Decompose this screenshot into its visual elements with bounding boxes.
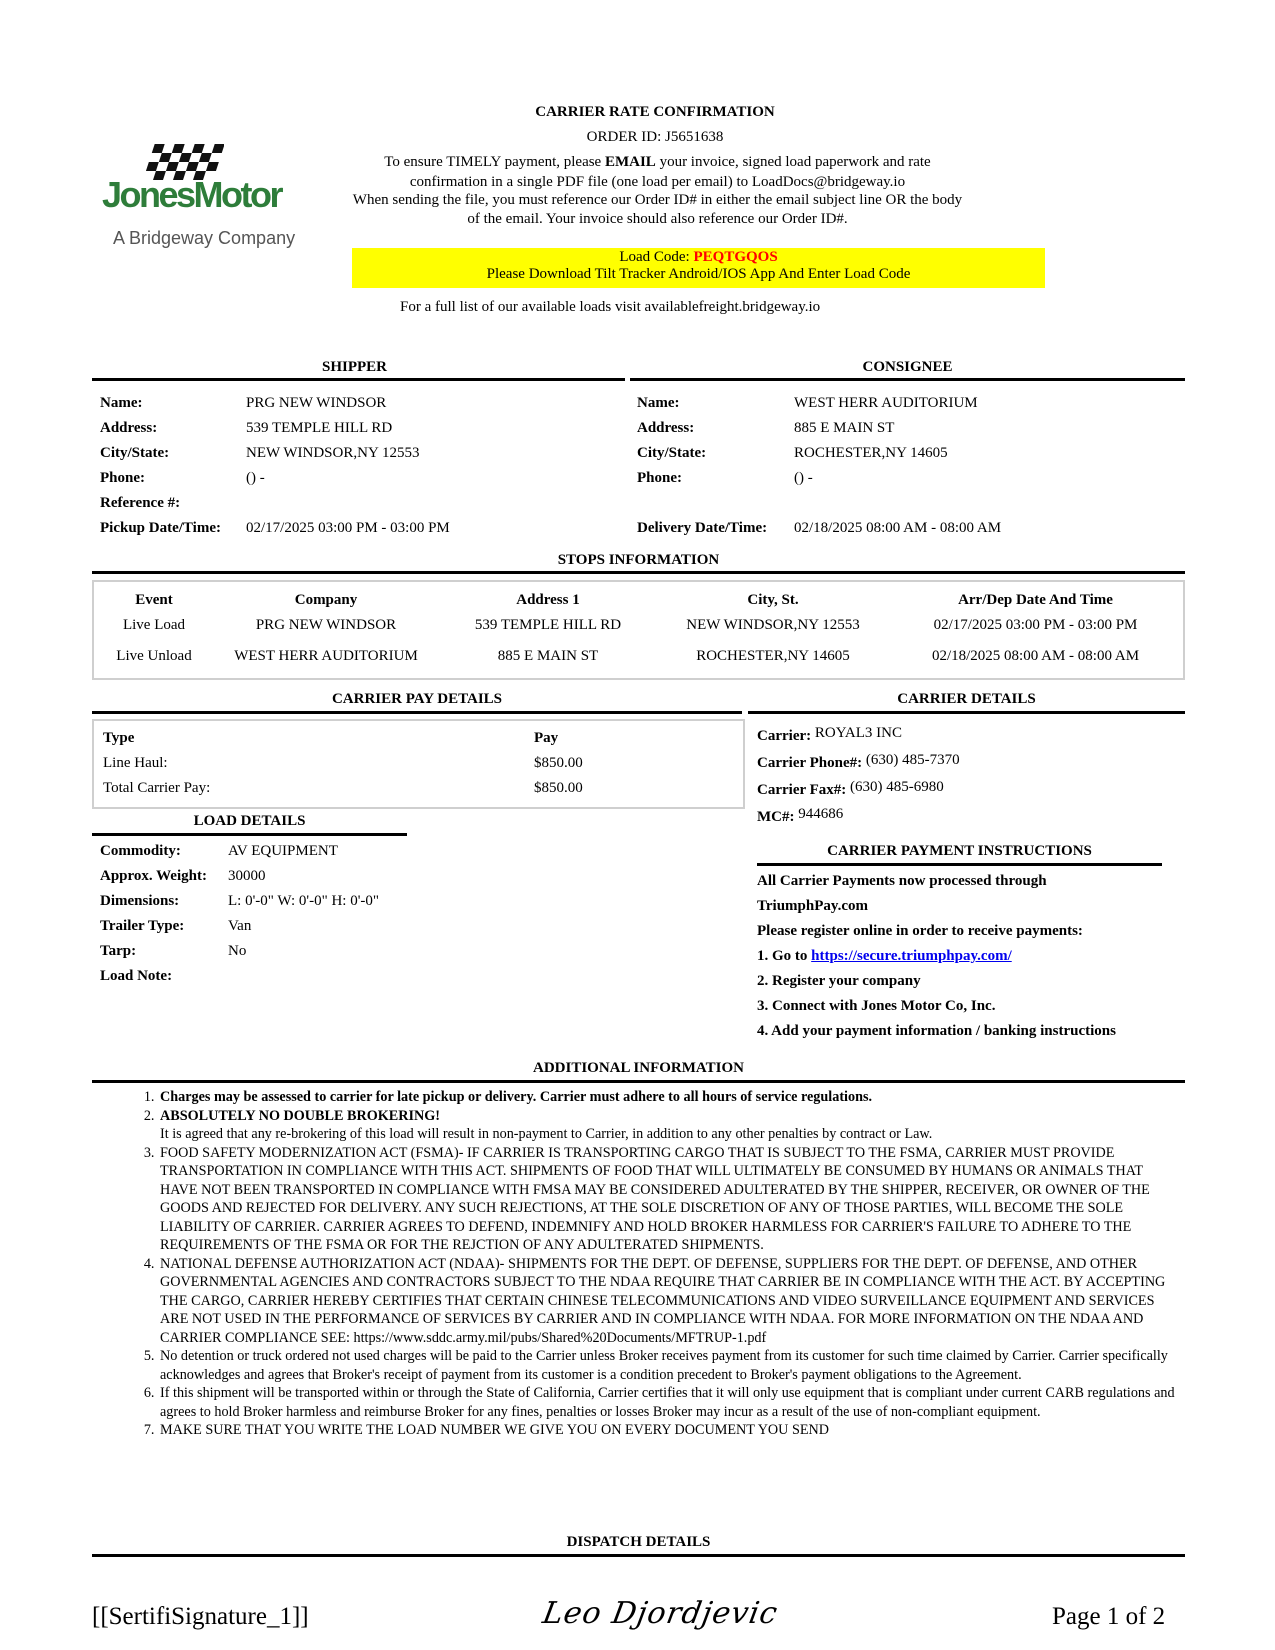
consignee-address-label: Address:	[637, 420, 695, 436]
handwritten-signature: Leo Djordjevic	[539, 1596, 781, 1631]
shipper-phone-label: Phone:	[100, 470, 145, 486]
load-heading: LOAD DETAILS	[193, 813, 306, 829]
payment-line-2: TriumphPay.com	[757, 898, 868, 914]
stop-company: WEST HERR AUDITORIUM	[234, 647, 418, 664]
consignee-city-label: City/State:	[637, 445, 707, 461]
instruction-text: your invoice, signed load paperwork and rate	[655, 154, 931, 170]
shipper-city: NEW WINDSOR,NY 12553	[246, 445, 420, 461]
stop-datetime: 02/17/2025 03:00 PM - 03:00 PM	[933, 616, 1138, 633]
carrier-mc-label: MC#:	[757, 809, 795, 825]
payment-line-1: All Carrier Payments now processed through	[757, 873, 1047, 889]
carrier-name: ROYAL3 INC	[814, 725, 902, 741]
carrier-heading: CARRIER DETAILS	[897, 691, 1036, 707]
consignee-heading: CONSIGNEE	[862, 359, 953, 375]
payment-step-text: 1. Go to	[757, 948, 812, 964]
pay-row-value: $850.00	[534, 780, 583, 796]
pay-row-value: $850.00	[534, 755, 583, 771]
stops-rule	[92, 571, 1185, 574]
carrier-rule	[748, 711, 1185, 714]
email-emphasis: EMAIL	[604, 154, 656, 170]
instruction-line-1	[330, 154, 985, 171]
tarp-value: No	[228, 943, 247, 959]
payment-line-5: 2. Register your company	[757, 973, 921, 989]
consignee-phone-label: Phone:	[637, 470, 682, 486]
pay-row-label: Total Carrier Pay:	[103, 780, 211, 796]
stop-event: Live Load	[122, 616, 186, 633]
shipper-reference-label: Reference #:	[100, 495, 181, 511]
stop-company: PRG NEW WINDSOR	[255, 616, 397, 633]
carrier-fax-line	[757, 779, 944, 799]
instruction-line-4: of the email. Your invoice should also reference our Order ID#.	[467, 211, 848, 227]
carrier-name-line	[757, 725, 902, 745]
shipper-address-label: Address:	[100, 420, 158, 436]
stop-city: ROCHESTER,NY 14605	[696, 647, 850, 664]
consignee-city: ROCHESTER,NY 14605	[794, 445, 948, 461]
logo-tagline: A Bridgeway Company	[113, 228, 296, 248]
info-item-2	[158, 1107, 1176, 1144]
info-text: Charges may be assessed to carrier for late pickup or delivery. Carrier must adhere to all hours of service regulations.	[160, 1089, 873, 1105]
carrier-mc: 944686	[798, 806, 844, 822]
order-id: ORDER ID: J5651638	[586, 129, 724, 145]
pay-heading: CARRIER PAY DETAILS	[331, 691, 503, 707]
info-text: It is agreed that any re-brokering of this load will result in non-payment to Carrier, in addition to any other penalties by contract or Law.	[160, 1126, 933, 1142]
carrier-phone: (630) 485-7370	[865, 752, 960, 768]
consignee-delivery: 02/18/2025 08:00 AM - 08:00 AM	[794, 520, 1002, 536]
instruction-line-2: confirmation in a single PDF file (one load per email) to LoadDocs@bridgeway.io	[409, 174, 906, 190]
shipper-pickup-label: Pickup Date/Time:	[100, 520, 221, 536]
pay-row-label: Line Haul:	[103, 755, 168, 771]
pay-col-pay: Pay	[534, 730, 559, 746]
shipper-pickup: 02/17/2025 03:00 PM - 03:00 PM	[246, 520, 450, 536]
payment-rule	[757, 863, 1162, 866]
pay-rule	[92, 711, 742, 714]
trailer-value: Van	[228, 918, 252, 934]
shipper-name: PRG NEW WINDSOR	[246, 395, 387, 411]
consignee-name: WEST HERR AUDITORIUM	[794, 395, 978, 411]
payment-line-4	[757, 948, 1012, 965]
load-note-label: Load Note:	[100, 968, 173, 984]
additional-heading: ADDITIONAL INFORMATION	[533, 1060, 744, 1076]
available-loads-note: For a full list of our available loads visit availablefreight.bridgeway.io	[400, 299, 821, 315]
carrier-fax: (630) 485-6980	[850, 779, 944, 795]
carrier-label: Carrier:	[757, 728, 812, 744]
trailer-label: Trailer Type:	[100, 918, 185, 934]
stop-event: Live Unload	[116, 647, 192, 664]
carrier-mc-line	[757, 806, 844, 826]
payment-line-6: 3. Connect with Jones Motor Co, Inc.	[757, 998, 996, 1014]
info-text: NATIONAL DEFENSE AUTHORIZATION ACT (NDAA)- SHIPMENTS FOR THE DEPT. OF DEFENSE, SUPPLIERS FOR THE DEPT. OF DEFENSE, AND OTHER GOVERNMENTAL AGENCIES AND CONTRACTORS SUBJECT TO THE NDAA REQUIRE THAT CARRIER BE IN COMPLIANCE WITH THE ACT. BY ACCEPTING THE CARGO, CARRIER HEREBY CERTIFIES THAT CERTAIN CHINESE TELECOMMUNICATIONS AND VIDEO SURVEILLANCE EQUIPMENT AND SERVICES ARE NOT USED IN THE PERFORMANCE OF SERVICES BY CARRIER AND IN COMPLIANCE WITH NDAA. FOR MORE INFORMATION ON THE NDAA AND CARRIER COMPLIANCE SEE: https://www.sddc.army.mil/pubs/Shared%20Documents/MFTRUP-1.pdf	[160, 1255, 1166, 1346]
logo-brand: JonesMotor	[102, 174, 282, 215]
dispatch-heading: DISPATCH DETAILS	[566, 1534, 711, 1550]
stop-address: 885 E MAIN ST	[497, 647, 599, 664]
table-row	[94, 638, 1183, 674]
stop-address: 539 TEMPLE HILL RD	[474, 616, 622, 633]
dispatch-rule	[92, 1554, 1185, 1557]
carrier-fax-label: Carrier Fax#:	[757, 782, 847, 798]
shipper-phone: () -	[246, 470, 265, 486]
stops-table	[94, 588, 1183, 674]
shipper-address: 539 TEMPLE HILL RD	[246, 420, 393, 436]
consignee-name-label: Name:	[637, 395, 680, 411]
triumphpay-link[interactable]: https://secure.triumphpay.com/	[811, 948, 1012, 964]
dimensions-label: Dimensions:	[100, 893, 180, 909]
col-address: Address 1	[516, 591, 580, 608]
shipper-heading: SHIPPER	[321, 359, 387, 375]
consignee-rule	[630, 378, 1185, 381]
stop-city: NEW WINDSOR,NY 12553	[686, 616, 860, 633]
info-text: MAKE SURE THAT YOU WRITE THE LOAD NUMBER WE GIVE YOU ON EVERY DOCUMENT YOU SEND	[160, 1422, 830, 1438]
info-item-7	[158, 1421, 1176, 1440]
info-item-4	[158, 1255, 1176, 1348]
shipper-rule	[92, 378, 625, 381]
carrier-phone-line	[757, 752, 960, 772]
signature-placeholder: [[SertifiSignature_1]]	[92, 1603, 309, 1630]
additional-rule	[92, 1080, 1185, 1083]
info-item-5	[158, 1347, 1176, 1384]
info-title: ABSOLUTELY NO DOUBLE BROKERING!	[160, 1107, 441, 1124]
consignee-phone: () -	[794, 470, 813, 486]
info-item-1	[158, 1088, 1176, 1107]
payment-heading: CARRIER PAYMENT INSTRUCTIONS	[827, 843, 1092, 859]
col-city: City, St.	[747, 591, 799, 608]
load-rule	[92, 833, 407, 836]
instruction-line-3: When sending the file, you must reference our Order ID# in either the email subject line OR the body	[352, 192, 963, 208]
dimensions-value: L: 0'-0" W: 0'-0" H: 0'-0"	[228, 893, 380, 909]
info-text: If this shipment will be transported within or through the State of California, Carrier certifies that it will only use equipment that is compliant under current CARB regulations and agrees to hold Broker harmless and reimburse Broker for any fines, penalties or losses Broker may incur as a result of the use of non-compliant equipment.	[160, 1385, 1175, 1420]
load-code: PEQTGQOS	[693, 249, 778, 265]
payment-line-3: Please register online in order to receive payments:	[757, 923, 1083, 939]
shipper-name-label: Name:	[100, 395, 143, 411]
stops-table-frame	[92, 580, 1185, 680]
carrier-phone-label: Carrier Phone#:	[757, 755, 863, 771]
col-event: Event	[135, 591, 173, 608]
additional-list	[136, 1088, 1176, 1440]
col-datetime: Arr/Dep Date And Time	[958, 591, 1113, 608]
stops-heading: STOPS INFORMATION	[557, 552, 720, 568]
stops-header-row	[94, 588, 1183, 612]
weight-label: Approx. Weight:	[100, 868, 207, 884]
stop-datetime: 02/18/2025 08:00 AM - 08:00 AM	[931, 647, 1140, 664]
pay-col-type: Type	[103, 730, 135, 746]
tarp-label: Tarp:	[100, 943, 137, 959]
info-item-3	[158, 1144, 1176, 1255]
consignee-address: 885 E MAIN ST	[794, 420, 895, 436]
load-code-banner	[352, 248, 1045, 288]
col-company: Company	[294, 591, 358, 608]
page-number: Page 1 of 2	[1052, 1603, 1166, 1630]
pay-table-frame	[92, 719, 745, 809]
shipper-city-label: City/State:	[100, 445, 170, 461]
document-title: CARRIER RATE CONFIRMATION	[535, 104, 775, 120]
info-text: FOOD SAFETY MODERNIZATION ACT (FSMA)- IF CARRIER IS TRANSPORTING CARGO THAT IS SUBJECT TO THE FSMA, CARRIER MUST PROVIDE TRANSPORTATION IN COMPLIANCE WITH THIS ACT. SHIPMENTS OF FOOD THAT WILL ULTIMATELY BE CONSUMED BY HUMANS OR ANIMALS THAT HAVE NOT BEEN TRANSPORTED IN COMPLIANCE WITH FMSA MAY BE CONSIDERED ADULTERATED BY THE SHIPPER, RECEIVER, OR OWNER OF THE GOODS AND REJECTED FOR DELIVERY. ANY SUCH REJECTIONS, AT THE SOLE DISCRETION OF ANY OF THOSE PARTIES, WILL BECOME THE SOLE LIABILITY OF CARRIER. CARRIER AGREES TO DEFEND, INDEMNIFY AND HOLD BROKER HARMLESS FOR CARRIER'S FAILURE TO ADHERE TO THE REQUIREMENTS OF THE FSMA OR FOR THE REJCTION OF ANY ADULTERATED SHIPMENTS.	[160, 1144, 1150, 1253]
weight-value: 30000	[228, 868, 266, 884]
instruction-text: To ensure TIMELY payment, please	[384, 154, 605, 170]
commodity-label: Commodity:	[100, 843, 181, 859]
consignee-delivery-label: Delivery Date/Time:	[637, 520, 768, 536]
info-text: No detention or truck ordered not used charges will be paid to the Carrier unless Broker receives payment from its customer for such time claimed by Carrier. Carrier specifically acknowledges and agrees that Broker's receipt of payment from its customer is a condition precedent to Broker's payment obligations to the Agreement.	[160, 1348, 1168, 1383]
info-item-6	[158, 1384, 1176, 1421]
load-code-label: Load Code:	[619, 249, 694, 265]
load-code-instruction: Please Download Tilt Tracker Android/IOS App And Enter Load Code	[486, 266, 911, 282]
table-row	[94, 612, 1183, 638]
commodity-value: AV EQUIPMENT	[228, 843, 338, 859]
company-logo	[100, 140, 330, 255]
payment-line-7: 4. Add your payment information / banking instructions	[757, 1023, 1116, 1039]
